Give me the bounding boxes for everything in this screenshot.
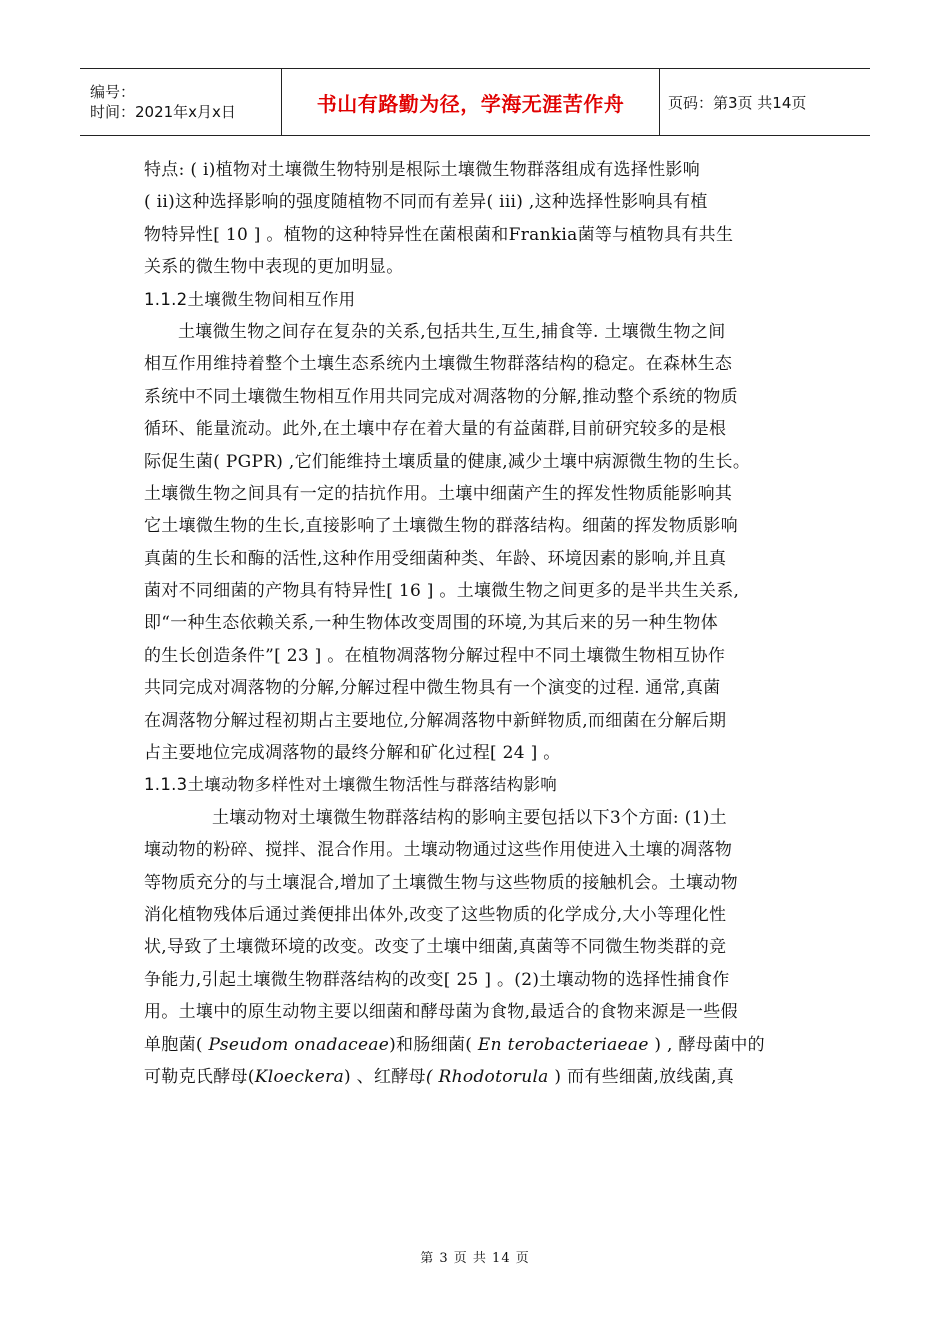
text-line: 状,导致了土壤微环境的改变。改变了土壤中细菌,真菌等不同微生物类群的竞 [144, 937, 727, 958]
species-name: Pseudom onadaceae [208, 1034, 390, 1055]
text-line: 物特异性[ 10 ] 。植物的这种特异性在菌根菌和Frankia菌等与植物具有共生 [144, 224, 734, 245]
text-line-with-species [144, 1029, 812, 1061]
text-line: 占主要地位完成凋落物的最终分解和矿化过程[ 24 ] 。 [144, 743, 561, 764]
paragraph-first-line: 土壤微生物之间存在复杂的关系,包括共生,互生,捕食等. 土壤微生物之间 [178, 321, 726, 342]
document-number-label: 编号： [90, 83, 136, 101]
text-line: 的生长创造条件”[ 23 ] 。在植物凋落物分解过程中不同土壤微生物相互协作 [144, 645, 726, 666]
text-line: 土壤微生物之间具有一定的拮抗作用。土壤中细菌产生的挥发性物质能影响其 [144, 483, 733, 504]
text-line: 用。土壤中的原生动物主要以细菌和酵母菌为食物,最适合的食物来源是一些假 [144, 1002, 738, 1023]
text-segment: ) 、红酵母 [344, 1066, 426, 1087]
text-line: 菌对不同细菌的产物具有特异性[ 16 ] 。土壤微生物之间更多的是半共生关系, [144, 581, 740, 602]
header-motto-cell [282, 69, 660, 135]
text-line: 即“一种生态依赖关系,一种生物体改变周围的环境,为其后来的另一种生物体 [144, 613, 718, 634]
header-page-info: 页码：第3页 共14页 [668, 93, 807, 112]
text-line: 消化植物残体后通过粪便排出体外,改变了这些物质的化学成分,大小等理化性 [144, 904, 727, 925]
header-table [80, 68, 870, 136]
text-line: 特点: ( i)植物对土壤微生物特别是根际土壤微生物群落组成有选择性影响 [144, 160, 701, 180]
text-segment: ) 而有些细菌,放线菌,真 [548, 1066, 735, 1087]
text-segment: )和肠细菌( [389, 1034, 478, 1055]
text-line: 相互作用维持着整个土壤生态系统内土壤微生物群落结构的稳定。在森林生态 [144, 354, 733, 375]
header-meta-cell [80, 69, 282, 135]
text-line: 等物质充分的与土壤混合,增加了土壤微生物与这些物质的接触机会。土壤动物 [144, 872, 738, 893]
text-line: 真菌的生长和酶的活性,这种作用受细菌种类、年龄、环境因素的影响,并且真 [144, 548, 727, 569]
text-line-with-species [144, 1061, 812, 1093]
text-line: 争能力,引起土壤微生物群落结构的改变[ 25 ] 。(2)土壤动物的选择性捕食作 [144, 969, 730, 990]
text-line: 共同完成对凋落物的分解,分解过程中微生物具有一个演变的过程. 通常,真菌 [144, 678, 721, 699]
text-line: 系统中不同土壤微生物相互作用共同完成对凋落物的分解,推动整个系统的物质 [144, 386, 738, 407]
text-line: 壤动物的粉碎、搅拌、混合作用。土壤动物通过这些作用使进入土壤的凋落物 [144, 840, 733, 861]
text-line: 它土壤微生物的生长,直接影响了土壤微生物的群落结构。细菌的挥发物质影响 [144, 516, 738, 537]
paragraph-first-line: 土壤动物对土壤微生物群落结构的影响主要包括以下3个方面: (1)土 [212, 807, 727, 828]
header-page-cell [660, 69, 870, 135]
species-name: Kloeckera [254, 1066, 345, 1087]
page-footer: 第 3 页 共 14 页 [420, 1251, 530, 1266]
text-line: 际促生菌( PGPR) ,它们能维持土壤质量的健康,减少土壤中病源微生物的生长。 [144, 451, 751, 472]
section-heading-1-1-3: 1.1.3土壤动物多样性对土壤微生物活性与群落结构影响 [144, 775, 558, 795]
text-line: 循环、能量流动。此外,在土壤中存在着大量的有益菌群,目前研究较多的是根 [144, 419, 727, 440]
text-segment: 单胞菌( [144, 1034, 209, 1055]
text-line: 在凋落物分解过程初期占主要地位,分解凋落物中新鲜物质,而细菌在分解后期 [144, 710, 727, 731]
text-line: 关系的微生物中表现的更加明显。 [144, 257, 404, 278]
section-heading-1-1-2: 1.1.2土壤微生物间相互作用 [144, 289, 356, 309]
species-name: ( Rhodotorula [425, 1066, 549, 1087]
text-line: ( ii)这种选择影响的强度随植物不同而有差异( iii) ,这种选择性影响具有植 [144, 192, 708, 213]
document-body [144, 154, 812, 1093]
text-segment: ) , 酵母菌中的 [648, 1034, 765, 1055]
document-time-label: 时间：2021年x月x日 [90, 103, 236, 121]
text-segment: 可勒克氏酵母( [144, 1066, 255, 1087]
species-name: En terobacteriaeae [477, 1034, 649, 1055]
header-motto: 书山有路勤为径，学海无涯苦作舟 [316, 91, 625, 116]
